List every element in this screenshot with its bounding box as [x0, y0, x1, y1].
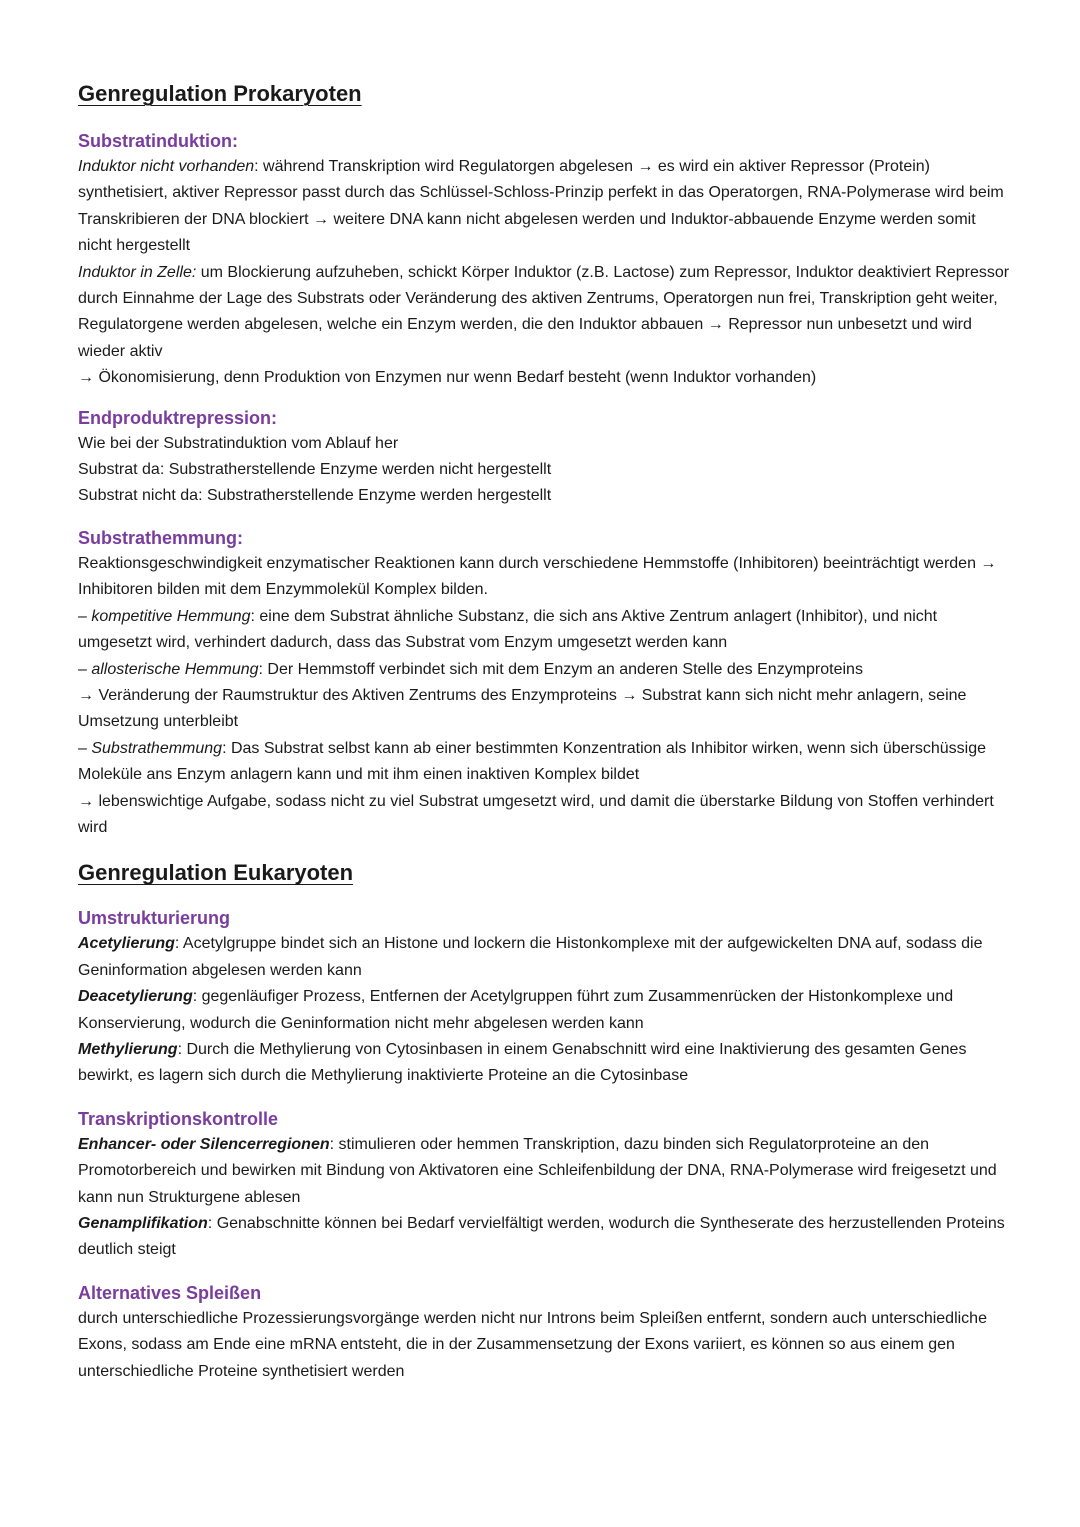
text-kompetitive-hemmung: : eine dem Substrat ähnliche Substanz, die sich ans Aktive Zentrum anlagert (Inhibitor), und nicht umgesetzt wird, verhindert dadurch, dass das Substrat vom Enzym umgesetzt werden kann [78, 607, 938, 652]
paragraph-spleissen: durch unterschiedliche Prozessierungsvorgänge werden nicht nur Introns beim Spleißen entfernt, sondern auch unterschiedliche Exons, sodass am Ende eine mRNA entsteht, die in der Zusammensetzung der Exons variiert, es können so aus einem gen unterschiedliche Proteine synthetisiert werden [78, 1309, 987, 1380]
section-endproduktrepression [78, 405, 1010, 510]
term-induktor-nicht-vorhanden: Induktor nicht vorhanden [78, 158, 255, 175]
section-substratinduktion [78, 128, 1010, 392]
heading-endproduktrepression: Endproduktrepression: [78, 407, 278, 428]
heading-substratinduktion: Substratinduktion: [78, 131, 238, 151]
term-substrathemmung: Substrathemmung [91, 739, 223, 757]
heading-umstrukturierung: Umstrukturierung [78, 908, 231, 929]
section-alternatives-spleissen [78, 1280, 1010, 1385]
line-substrat-nicht-da: Substrat nicht da: Substratherstellende Enzyme werden hergestellt [78, 487, 552, 505]
term-induktor-in-zelle: Induktor in Zelle: [78, 263, 197, 281]
paragraph-lebenswichtige-aufgabe: → lebenswichtige Aufgabe, sodass nicht zu viel Substrat umgesetzt wird, und damit die überstarke Bildung von Stoffen verhindert wird [78, 792, 994, 836]
term-deacetylierung: Deacetylierung [78, 988, 193, 1006]
paragraph-enhancer-silencer [78, 1132, 1010, 1211]
line-ablauf: Wie bei der Substratinduktion vom Ablauf her [78, 434, 399, 452]
page-title-prokaryoten: Genregulation Prokaryoten [78, 81, 362, 106]
term-acetylierung: Acetylierung [78, 935, 175, 953]
page-title-eukaryoten: Genregulation Eukaryoten [78, 860, 354, 886]
dash: – [78, 607, 92, 625]
section-transkriptionskontrolle [78, 1106, 1010, 1264]
text-genamplifikation: : Genabschnitte können bei Bedarf vervielfältigt werden, wodurch die Syntheserate des herzustellenden Proteins deutlich steigt [78, 1215, 1005, 1259]
paragraph-genamplifikation [78, 1211, 1010, 1264]
dash: – [78, 739, 92, 757]
section-umstrukturierung [78, 905, 1010, 1089]
paragraph-kompetitive-hemmung [78, 604, 1010, 657]
heading-transkriptionskontrolle: Transkriptionskontrolle [78, 1108, 279, 1129]
term-kompetitive-hemmung: kompetitive Hemmung [91, 607, 251, 625]
text-allosterische-hemmung: : Der Hemmstoff verbindet sich mit dem Enzym an anderen Stelle des Enzymproteins [258, 660, 863, 678]
paragraph-substrathemmung [78, 736, 1010, 789]
heading-substrathemmung: Substrathemmung: [78, 527, 244, 548]
dash: – [78, 660, 92, 678]
paragraph-acetylierung [78, 931, 1010, 984]
term-allosterische-hemmung: allosterische Hemmung [91, 660, 259, 678]
term-genamplifikation: Genamplifikation [78, 1215, 208, 1232]
paragraph-induktor-nicht-vorhanden [78, 154, 1010, 260]
text-deacetylierung: : gegenläufiger Prozess, Entfernen der Acetylgruppen führt zum Zusammenrücken der Histonkomplexe und Konservierung, wodurch die Geninformation nicht mehr abgelesen werden kann [78, 988, 954, 1032]
paragraph-deacetylierung [78, 984, 1010, 1037]
term-enhancer-silencer: Enhancer- oder Silencerregionen [78, 1135, 330, 1153]
paragraph-allosterische-hemmung [78, 657, 1010, 683]
paragraph-hemmstoffe: Reaktionsgeschwindigkeit enzymatischer Reaktionen kann durch verschiedene Hemmstoffe (Inhibitoren) beeinträchtigt werden → Inhibitoren bilden mit dem Enzymmolekül Komplex bilden. [78, 554, 997, 599]
line-substrat-da: Substrat da: Substratherstellende Enzyme werden nicht hergestellt [78, 461, 552, 479]
text-methylierung: : Durch die Methylierung von Cytosinbasen in einem Genabschnitt wird eine Inaktivierung des gesamten Genes bewirkt, es lagern sich durch die Methylierung inaktivierte Proteine an die Cytosinbase [78, 1040, 967, 1085]
paragraph-raumstruktur: → Veränderung der Raumstruktur des Aktiven Zentrums des Enzymproteins → Substrat kann sich nicht mehr anlagern, seine Umsetzung unterbleibt [78, 686, 967, 731]
section-substrathemmung [78, 525, 1010, 841]
paragraph-induktor-in-zelle [78, 260, 1010, 366]
paragraph-oekonomisierung: → Ökonomisierung, denn Produktion von Enzymen nur wenn Bedarf besteht (wenn Induktor vorhanden) [78, 369, 817, 387]
text-enhancer-silencer: : stimulieren oder hemmen Transkription, dazu binden sich Regulatorproteine an den Promotorbereich und bewirken mit Bindung von Aktivatoren eine Schleifenbildung der DNA, RNA-Polymerase wird freigesetzt und kann nun Strukturgene ablesen [78, 1135, 997, 1206]
heading-alternatives-spleissen: Alternatives Spleißen [78, 1282, 262, 1303]
paragraph-methylierung [78, 1037, 1010, 1090]
text-acetylierung: : Acetylgruppe bindet sich an Histone und lockern die Histonkomplexe mit der aufgewickelten DNA auf, sodass die Geninformation abgelesen werden kann [78, 935, 983, 979]
text-substrathemmung: : Das Substrat selbst kann ab einer bestimmten Konzentration als Inhibitor wirken, wenn sich überschüssige Moleküle ans Enzym anlagern kann und mit ihm einen inaktiven Komplex bildet [78, 739, 987, 784]
text-induktor-in-zelle: um Blockierung aufzuheben, schickt Körper Induktor (z.B. Lactose) zum Repressor, Induktor deaktiviert Repressor durch Einnahme der Lage des Substrats oder Veränderung des aktiven Zentrums, Operatorgen nun frei, Transkription geht weiter, Regulatorgene werden abgelesen, welche ein Enzym werden, die den Induktor abbauen → Repressor nun unbesetzt und wird wieder aktiv [78, 263, 1010, 360]
text-induktor-nicht-vorhanden: : während Transkription wird Regulatorgen abgelesen → es wird ein aktiver Repressor (Protein) synthetisiert, aktiver Repressor passt durch das Schlüssel-Schloss-Prinzip perfekt in das Operatorgen, RNA-Polymerase wird beim Transkribieren der DNA blockiert → weitere DNA kann nicht abgelesen werden und Induktor-abbauende Enzyme werden somit nicht hergestellt [78, 158, 1004, 255]
term-methylierung: Methylierung [78, 1040, 178, 1058]
